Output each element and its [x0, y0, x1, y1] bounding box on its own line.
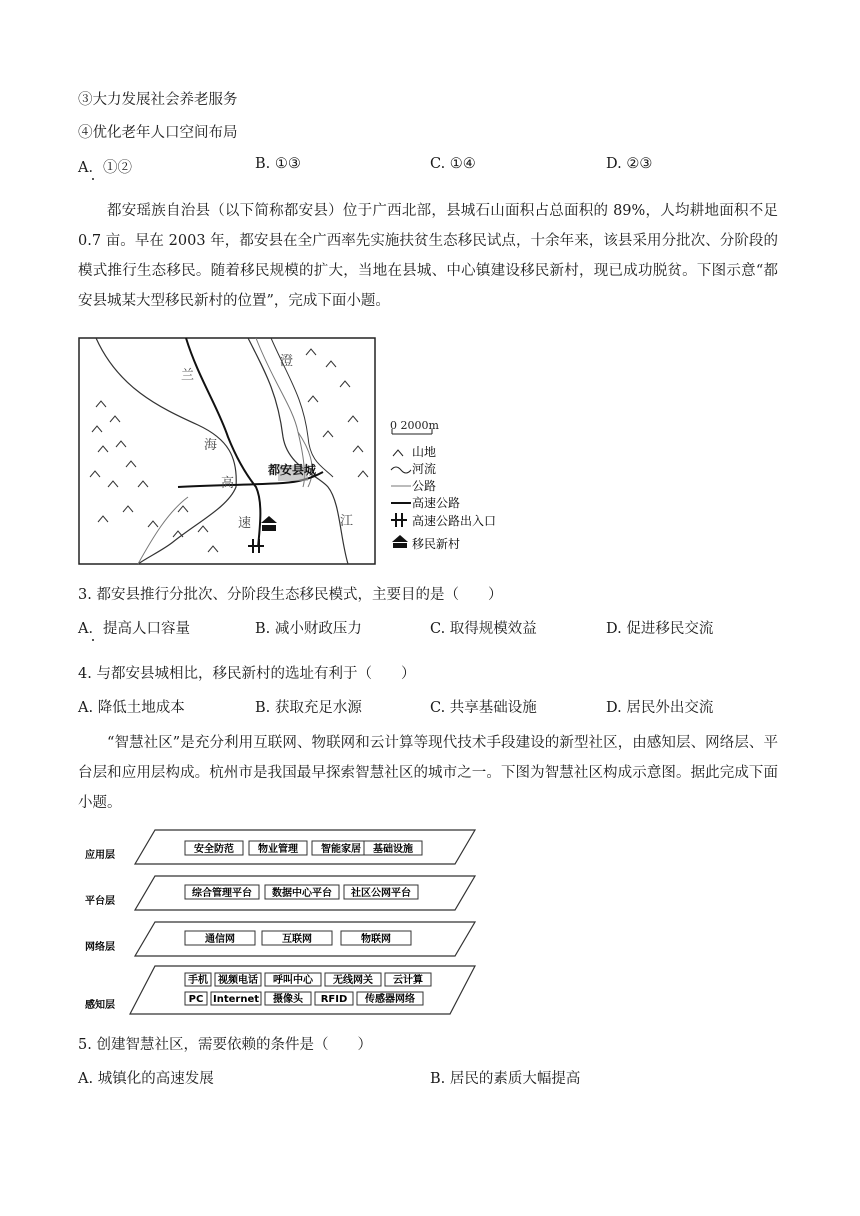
- legend-scale: 0 2000m: [390, 419, 439, 432]
- perception-item: Internet: [212, 994, 260, 1005]
- layer-platform-label: 平台层: [85, 896, 115, 907]
- legend-river: 河流: [412, 462, 437, 476]
- label-su: 速: [238, 516, 252, 531]
- platform-item: 社区公网平台: [351, 888, 411, 899]
- q4-option-a[interactable]: A. 降低土地成本: [78, 700, 185, 716]
- exit-icon: [391, 513, 407, 527]
- label-lan: 兰: [181, 368, 195, 383]
- label-hai: 海: [204, 438, 218, 453]
- perception-item: RFID: [320, 994, 348, 1005]
- item-3: ③大力发展社会养老服务: [78, 92, 238, 108]
- q5-stem: 5. 创建智慧社区，需要依赖的条件是（ ）: [78, 1037, 372, 1053]
- app-item: 安全防范: [194, 844, 234, 855]
- network-item: 物联网: [361, 934, 391, 945]
- passage-duan-county: 都安瑶族自治县（以下简称都安县）位于广西北部，县城石山面积占总面积的 89%，人均耕地面积不足 0.7 亩。早在 2003 年，都安县在全广西率先实施扶贫生态移民试点，十余年来，该县采用分批次、分阶段的模式推行生态移民。随着移民规模的扩大，当地在县城、中心镇建设移民新村，现已成功脱贫。下图示意“都安县城某大型移民新村的位置”，完成下面小题。: [78, 203, 778, 309]
- platform-item: 综合管理平台: [192, 888, 252, 899]
- legend-highway: 高速公路: [412, 496, 461, 510]
- label-cheng: 澄: [280, 354, 294, 369]
- q5-option-b[interactable]: B. 居民的素质大幅提高: [430, 1071, 581, 1087]
- perception-item: 视频电话: [218, 975, 258, 986]
- legend-exit: 高速公路出入口: [412, 514, 497, 528]
- q4-stem: 4. 与都安县城相比，移民新村的选址有利于（ ）: [78, 666, 416, 682]
- layer-perception-label: 感知层: [85, 1000, 115, 1011]
- app-item: 智能家居: [321, 844, 361, 855]
- river-icon: [391, 467, 411, 473]
- emphasis-dot: [92, 639, 94, 641]
- q4-option-c[interactable]: C. 共享基础设施: [430, 700, 537, 716]
- q3-stem: 3. 都安县推行分批次、分阶段生态移民模式，主要目的是（ ）: [78, 587, 503, 603]
- item-4: ④优化老年人口空间布局: [78, 125, 238, 141]
- platform-item: 数据中心平台: [272, 888, 332, 899]
- network-item: 通信网: [205, 934, 235, 945]
- legend-road: 公路: [412, 479, 437, 493]
- prev-option-b[interactable]: B. ①③: [255, 156, 301, 172]
- q3-option-c[interactable]: C. 取得规模效益: [430, 621, 537, 637]
- perception-item: PC: [188, 994, 204, 1005]
- q4-option-d[interactable]: D. 居民外出交流: [606, 700, 714, 716]
- prev-option-d[interactable]: D. ②③: [606, 156, 653, 172]
- label-county-town: 都安县城: [268, 463, 317, 477]
- smart-community-diagram: [85, 828, 480, 1018]
- emphasis-dot: [92, 178, 94, 180]
- resettlement-map: [78, 337, 498, 567]
- layer-application-label: 应用层: [85, 850, 115, 861]
- legend-mountain: 山地: [412, 445, 437, 459]
- perception-item: 摄像头: [273, 994, 303, 1005]
- perception-item: 手机: [188, 975, 208, 986]
- perception-item: 呼叫中心: [273, 975, 313, 986]
- passage-smart-community: “智慧社区”是充分利用互联网、物联网和云计算等现代技术手段建设的新型社区，由感知层、网络层、平台层和应用层构成。杭州市是我国最早探索智慧社区的城市之一。下图为智慧社区构成示意图。据此完成下面小题。: [78, 735, 778, 811]
- q3-option-a[interactable]: A．提高人口容量: [78, 621, 190, 637]
- prev-option-a[interactable]: A．①②: [78, 160, 132, 176]
- q3-option-b[interactable]: B. 减小财政压力: [255, 621, 362, 637]
- perception-item: 云计算: [393, 975, 423, 986]
- mountain-icon: [393, 450, 403, 456]
- network-item: 互联网: [282, 934, 312, 945]
- label-gao: 高: [221, 476, 235, 491]
- q4-option-b[interactable]: B. 获取充足水源: [255, 700, 362, 716]
- app-item: 基础设施: [373, 844, 413, 855]
- perception-item: 传感器网络: [365, 994, 415, 1005]
- legend-village: 移民新村: [412, 537, 461, 551]
- q3-option-d[interactable]: D. 促进移民交流: [606, 621, 714, 637]
- layer-network-label: 网络层: [85, 942, 115, 953]
- q5-option-a[interactable]: A. 城镇化的高速发展: [78, 1071, 214, 1087]
- map-legend: [390, 419, 496, 551]
- village-icon: [392, 535, 408, 548]
- prev-option-c[interactable]: C. ①④: [430, 156, 476, 172]
- perception-item: 无线网关: [333, 975, 373, 986]
- label-jiang: 江: [340, 514, 354, 529]
- app-item: 物业管理: [258, 844, 298, 855]
